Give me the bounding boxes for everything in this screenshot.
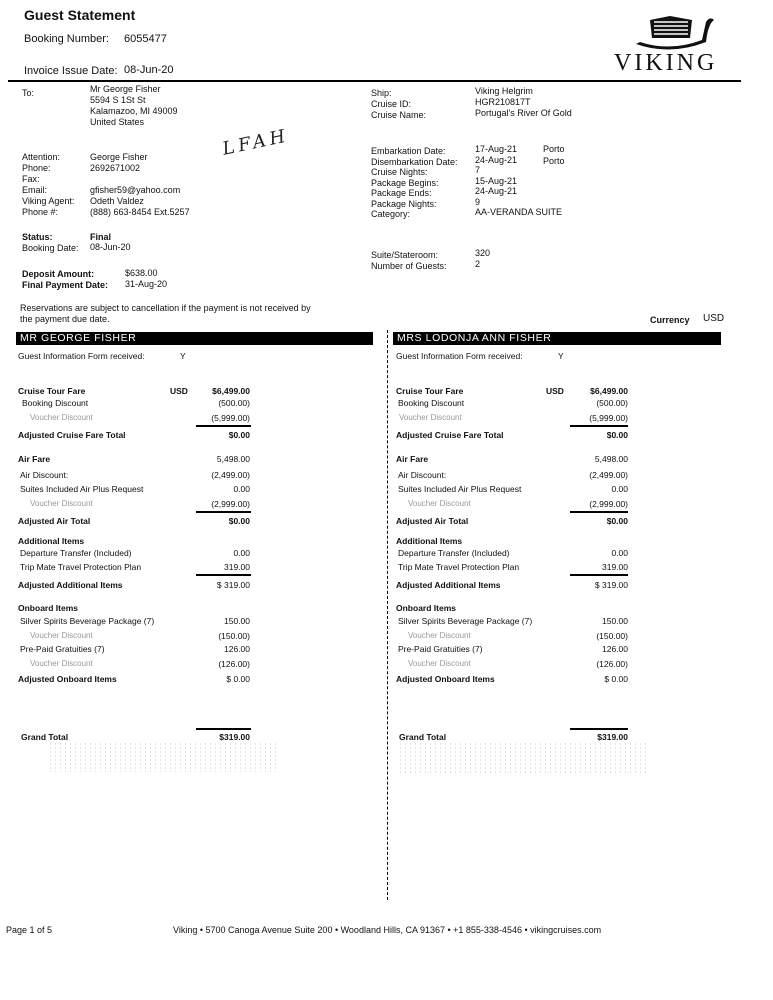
suite-label: Suite/Stateroom: <box>371 250 439 260</box>
invoice-date: 08-Jun-20 <box>124 64 174 76</box>
gratuities-label: Pre-Paid Gratuities (7) <box>20 644 105 654</box>
form-received-label: Guest Information Form received: <box>18 351 145 361</box>
column-divider <box>387 330 388 900</box>
embark-port: Porto <box>543 144 565 154</box>
beverage-package-label: Silver Spirits Beverage Package (7) <box>20 616 155 626</box>
tripmate-label: Trip Mate Travel Protection Plan <box>20 562 142 572</box>
contact-value <box>90 174 190 185</box>
cruise-value: 15-Aug-21 <box>475 175 518 186</box>
contact-label: Viking Agent: <box>22 196 75 206</box>
to-line: 5594 S 1St St <box>90 95 146 105</box>
voucher-discount-value: (126.00) <box>218 659 250 669</box>
contact-value: 2692671002 <box>90 163 141 173</box>
adjusted-air-label: Adjusted Air Total <box>396 516 469 526</box>
tripmate-label: Trip Mate Travel Protection Plan <box>398 562 520 572</box>
booking-discount-value: (500.00) <box>218 398 250 408</box>
guest-statement-column <box>18 345 278 765</box>
contact-value: (888) 663-8454 Ext.5257 <box>90 207 190 217</box>
cancellation-notice <box>20 303 311 325</box>
voucher-discount-label: Voucher Discount <box>408 659 471 668</box>
adjusted-additional-label: Adjusted Additional Items <box>396 580 501 590</box>
adjusted-onboard-value: $ 0.00 <box>226 674 250 684</box>
handwritten-note: LFAH <box>220 125 292 160</box>
beverage-package-value: 150.00 <box>224 616 250 626</box>
cruise-label: Category: <box>371 209 411 219</box>
grand-total-value: $319.00 <box>219 732 250 742</box>
guests-value: 2 <box>475 259 481 269</box>
air-discount-label: Air Discount: <box>20 470 69 480</box>
voucher-discount-label: Voucher Discount <box>30 631 93 640</box>
ship-value: HGR210817T <box>475 97 531 107</box>
scan-noise <box>398 742 648 774</box>
ship-value: Portugal's River Of Gold <box>475 108 572 118</box>
air-fare-value: 5,498.00 <box>594 454 628 464</box>
contact-label: Phone #: <box>22 207 59 217</box>
cruise-fare-value: $6,499.00 <box>212 386 250 396</box>
cruise-label: Cruise Nights: <box>371 167 428 177</box>
grand-total-value: $319.00 <box>597 732 628 742</box>
air-discount-label: Air Discount: <box>398 470 447 480</box>
cruise-value: AA-VERANDA SUITE <box>475 207 563 217</box>
status-label: Status: <box>22 232 53 242</box>
footer-address: Viking • 5700 Canoga Avenue Suite 200 • Woodland Hills, CA 91367 • +1 855-338-4546 • vikingcruises.com <box>173 925 602 935</box>
contact-label: Fax: <box>22 174 40 184</box>
voucher-discount-value: (150.00) <box>218 631 250 641</box>
gratuities-value: 126.00 <box>602 644 628 654</box>
booking-date-value: 08-Jun-20 <box>90 242 131 252</box>
currency-label: Currency <box>650 315 690 325</box>
beverage-package-value: 150.00 <box>602 616 628 626</box>
final-payment-value: 31-Aug-20 <box>125 279 168 289</box>
subtotal-rule <box>196 511 251 513</box>
suites-air-label: Suites Included Air Plus Request <box>398 484 522 494</box>
cruise-label: Package Nights: <box>371 198 437 209</box>
currency-value: USD <box>703 313 725 324</box>
subtotal-rule <box>196 425 251 427</box>
page-number: Page 1 of 5 <box>6 925 53 935</box>
grand-total-rule <box>196 728 251 730</box>
cruise-label: Disembarkation Date: <box>371 156 458 167</box>
voucher-discount-value: (2,999.00) <box>211 499 250 509</box>
disembark-port: Porto <box>543 156 565 166</box>
voucher-discount-label: Voucher Discount <box>408 499 471 508</box>
status-value: Final <box>90 232 112 242</box>
ship-labels <box>371 88 426 121</box>
air-fare-value: 5,498.00 <box>216 454 250 464</box>
ship-label: Cruise ID: <box>371 99 412 109</box>
contact-label: Attention: <box>22 152 61 162</box>
form-received-value: Y <box>180 351 186 361</box>
guest-statement-column <box>396 345 656 765</box>
voucher-discount-value: (5,999.00) <box>211 413 250 423</box>
ship-label: Ship: <box>371 88 392 98</box>
voucher-discount-value: (150.00) <box>596 631 628 641</box>
viking-ship-icon <box>610 12 730 52</box>
tripmate-value: 319.00 <box>224 562 250 572</box>
onboard-items-heading: Onboard Items <box>396 603 456 613</box>
cruise-fare-currency: USD <box>170 386 188 396</box>
voucher-discount-value: (2,999.00) <box>589 499 628 509</box>
cruise-value: 24-Aug-21 <box>475 186 518 196</box>
cruise-label: Embarkation Date: <box>371 146 446 156</box>
departure-transfer-label: Departure Transfer (Included) <box>398 548 510 558</box>
viking-logo <box>610 12 730 78</box>
adjusted-cruise-value: $0.00 <box>606 430 628 440</box>
voucher-discount-value: (126.00) <box>596 659 628 669</box>
adjusted-cruise-label: Adjusted Cruise Fare Total <box>18 430 126 440</box>
contact-values <box>90 152 190 218</box>
cruise-label: Package Ends: <box>371 188 432 198</box>
contact-value: Odeth Valdez <box>90 196 144 206</box>
cruise-value: 24-Aug-21 <box>475 154 518 165</box>
form-received-label: Guest Information Form received: <box>396 351 523 361</box>
logo-text: VIKING <box>614 50 718 76</box>
adjusted-air-label: Adjusted Air Total <box>18 516 91 526</box>
additional-items-heading: Additional Items <box>18 536 85 546</box>
tripmate-value: 319.00 <box>602 562 628 572</box>
adjusted-cruise-label: Adjusted Cruise Fare Total <box>396 430 504 440</box>
beverage-package-label: Silver Spirits Beverage Package (7) <box>398 616 533 626</box>
cruise-label: Package Begins: <box>371 177 439 188</box>
voucher-discount-label: Voucher Discount <box>30 499 93 508</box>
voucher-discount-label: Voucher Discount <box>30 659 93 668</box>
suites-air-value: 0.00 <box>233 484 250 494</box>
subtotal-rule <box>570 511 628 513</box>
adjusted-additional-value: $ 319.00 <box>594 580 628 590</box>
air-fare-label: Air Fare <box>396 454 429 464</box>
cruise-labels <box>371 146 458 220</box>
grand-total-rule <box>570 728 628 730</box>
notice-line: Reservations are subject to cancellation if the payment is not received by <box>20 303 311 313</box>
notice-line: the payment due date. <box>20 314 110 324</box>
scan-noise <box>48 742 278 772</box>
to-label: To: <box>22 88 35 98</box>
cruise-value: 9 <box>475 196 481 207</box>
guest-name-band: MR GEORGE FISHER <box>16 332 373 345</box>
departure-transfer-value: 0.00 <box>233 548 250 558</box>
ship-value: Viking Helgrim <box>475 86 533 96</box>
adjusted-cruise-value: $0.00 <box>228 430 250 440</box>
contact-labels <box>22 152 74 218</box>
adjusted-air-value: $0.00 <box>228 516 250 526</box>
grand-total-label: Grand Total <box>399 732 447 742</box>
ship-label: Cruise Name: <box>371 110 427 120</box>
invoice-date-label: Invoice Issue Date: <box>24 65 118 77</box>
form-received-value: Y <box>558 351 564 361</box>
booking-discount-label: Booking Discount <box>398 398 465 408</box>
adjusted-additional-value: $ 319.00 <box>216 580 250 590</box>
contact-label: Email: <box>22 185 48 195</box>
air-fare-label: Air Fare <box>18 454 51 464</box>
voucher-discount-label: Voucher Discount <box>408 631 471 640</box>
to-line: Kalamazoo, MI 49009 <box>90 106 178 116</box>
voucher-discount-value: (5,999.00) <box>589 413 628 423</box>
subtotal-rule <box>570 574 628 576</box>
guests-label: Number of Guests: <box>371 261 447 271</box>
booking-number: 6055477 <box>124 33 167 45</box>
cruise-fare-label: Cruise Tour Fare <box>18 386 86 396</box>
final-payment-label: Final Payment Date: <box>22 280 109 290</box>
to-line: United States <box>90 117 145 127</box>
gratuities-label: Pre-Paid Gratuities (7) <box>398 644 483 654</box>
booking-discount-label: Booking Discount <box>22 398 89 408</box>
to-line: Mr George Fisher <box>90 84 161 94</box>
departure-transfer-value: 0.00 <box>611 548 628 558</box>
deposit-label: Deposit Amount: <box>22 269 95 279</box>
booking-date-label: Booking Date: <box>22 243 79 253</box>
adjusted-additional-label: Adjusted Additional Items <box>18 580 123 590</box>
contact-value: George Fisher <box>90 152 148 162</box>
contact-label: Phone: <box>22 163 51 173</box>
grand-total-label: Grand Total <box>21 732 69 742</box>
cruise-value: 7 <box>475 165 481 175</box>
cruise-fare-value: $6,499.00 <box>590 386 628 396</box>
suites-air-label: Suites Included Air Plus Request <box>20 484 144 494</box>
air-discount-value: (2,499.00) <box>589 470 628 480</box>
cruise-fare-label: Cruise Tour Fare <box>396 386 464 396</box>
document-title: Guest Statement <box>24 7 136 23</box>
adjusted-onboard-value: $ 0.00 <box>604 674 628 684</box>
onboard-items-heading: Onboard Items <box>18 603 78 613</box>
subtotal-rule <box>570 425 628 427</box>
air-discount-value: (2,499.00) <box>211 470 250 480</box>
voucher-discount-label: Voucher Discount <box>399 413 462 422</box>
guest-name-band: MRS LODONJA ANN FISHER <box>393 332 721 345</box>
to-address <box>90 84 178 128</box>
cruise-fare-currency: USD <box>546 386 564 396</box>
suite-value: 320 <box>475 248 491 258</box>
cruise-value: 17-Aug-21 <box>475 144 518 154</box>
header-rule <box>8 80 741 82</box>
ship-values <box>475 86 572 119</box>
cruise-ports <box>543 143 565 167</box>
departure-transfer-label: Departure Transfer (Included) <box>20 548 132 558</box>
contact-value: gfisher59@yahoo.com <box>90 185 181 195</box>
booking-discount-value: (500.00) <box>596 398 628 408</box>
adjusted-onboard-label: Adjusted Onboard Items <box>396 674 495 684</box>
suites-air-value: 0.00 <box>611 484 628 494</box>
voucher-discount-label: Voucher Discount <box>30 413 93 422</box>
adjusted-air-value: $0.00 <box>606 516 628 526</box>
deposit-value: $638.00 <box>125 268 158 278</box>
subtotal-rule <box>196 574 251 576</box>
gratuities-value: 126.00 <box>224 644 250 654</box>
additional-items-heading: Additional Items <box>396 536 463 546</box>
booking-number-label: Booking Number: <box>24 33 109 45</box>
adjusted-onboard-label: Adjusted Onboard Items <box>18 674 117 684</box>
